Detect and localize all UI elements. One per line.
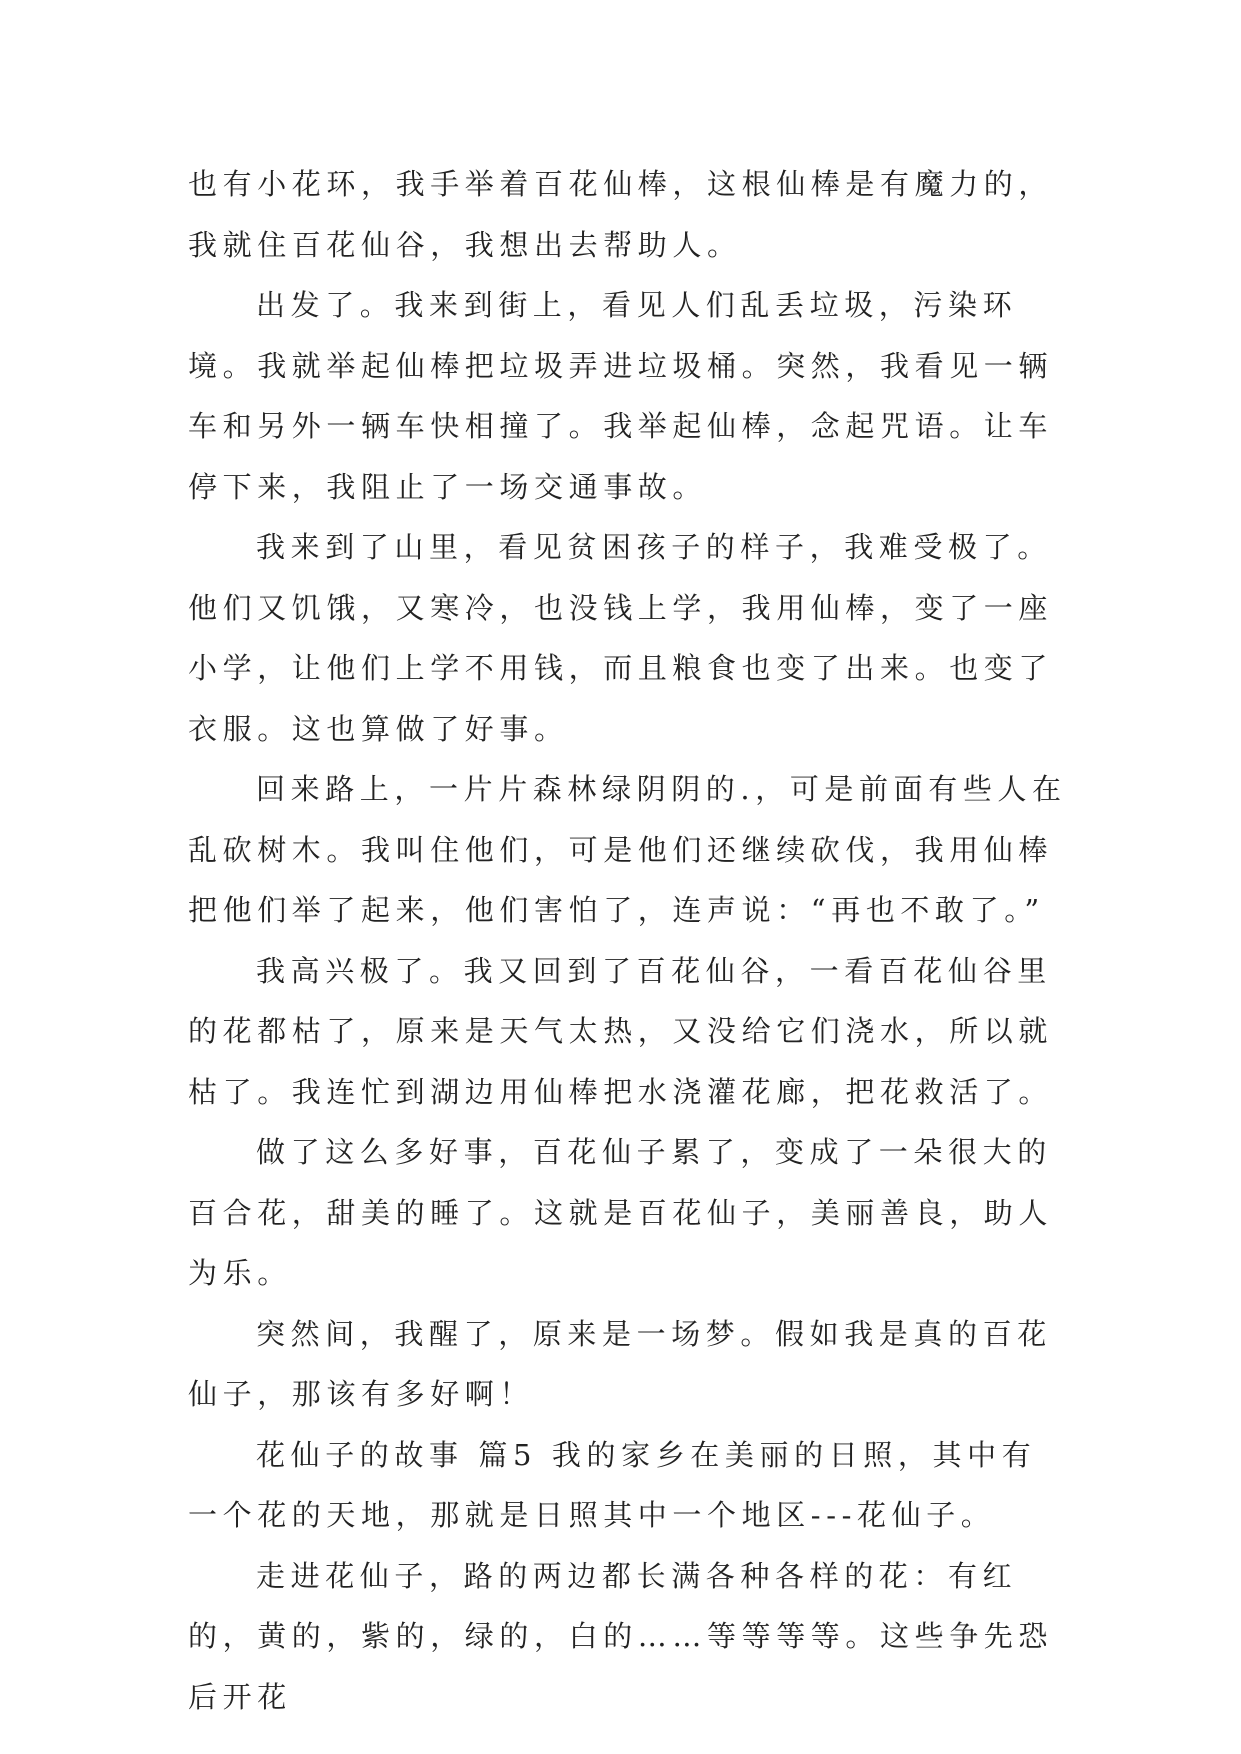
paragraph: 走进花仙子，路的两边都长满各种各样的花：有红的，黄的，紫的，绿的，白的……等等等等。这些争先恐后开花 bbox=[188, 1558, 1054, 1714]
paragraph: 出发了。我来到街上，看见人们乱丢垃圾，污染环境。我就举起仙棒把垃圾弄进垃圾桶。突然，我看见一辆车和另外一辆车快相撞了。我举起仙棒，念起咒语。让车停下来，我阻止了一场交通事故。 bbox=[188, 288, 1054, 504]
paragraph: 突然间，我醒了，原来是一场梦。假如我是真的百花仙子，那该有多好啊！ bbox=[188, 1316, 1052, 1411]
paragraph: 我高兴极了。我又回到了百花仙谷，一看百花仙谷里的花都枯了，原来是天气太热，又没给它们浇水，所以就枯了。我连忙到湖边用仙棒把水浇灌花廊，把花救活了。 bbox=[188, 953, 1054, 1109]
paragraph: 我来到了山里，看见贫困孩子的样子，我难受极了。他们又饥饿，又寒冷，也没钱上学，我用仙棒，变了一座小学，让他们上学不用钱，而且粮食也变了出来。也变了衣服。这也算做了好事。 bbox=[188, 530, 1054, 746]
document-body bbox=[188, 154, 1068, 1727]
paragraph: 做了这么多好事，百花仙子累了，变成了一朵很大的百合花，甜美的睡了。这就是百花仙子，美丽善良，助人为乐。 bbox=[188, 1135, 1054, 1290]
paragraph: 回来路上，一片片森林绿阴阴的.，可是前面有些人在乱砍树木。我叫住他们，可是他们还继续砍伐，我用仙棒把他们举了起来，他们害怕了，连声说：“再也不敢了。” bbox=[188, 772, 1067, 927]
paragraph: 也有小花环，我手举着百花仙棒，这根仙棒是有魔力的，我就住百花仙谷，我想出去帮助人。 bbox=[188, 167, 1054, 262]
paragraph: 花仙子的故事 篇5 我的家乡在美丽的日照，其中有一个花的天地，那就是日照其中一个地区---花仙子。 bbox=[188, 1437, 1037, 1532]
